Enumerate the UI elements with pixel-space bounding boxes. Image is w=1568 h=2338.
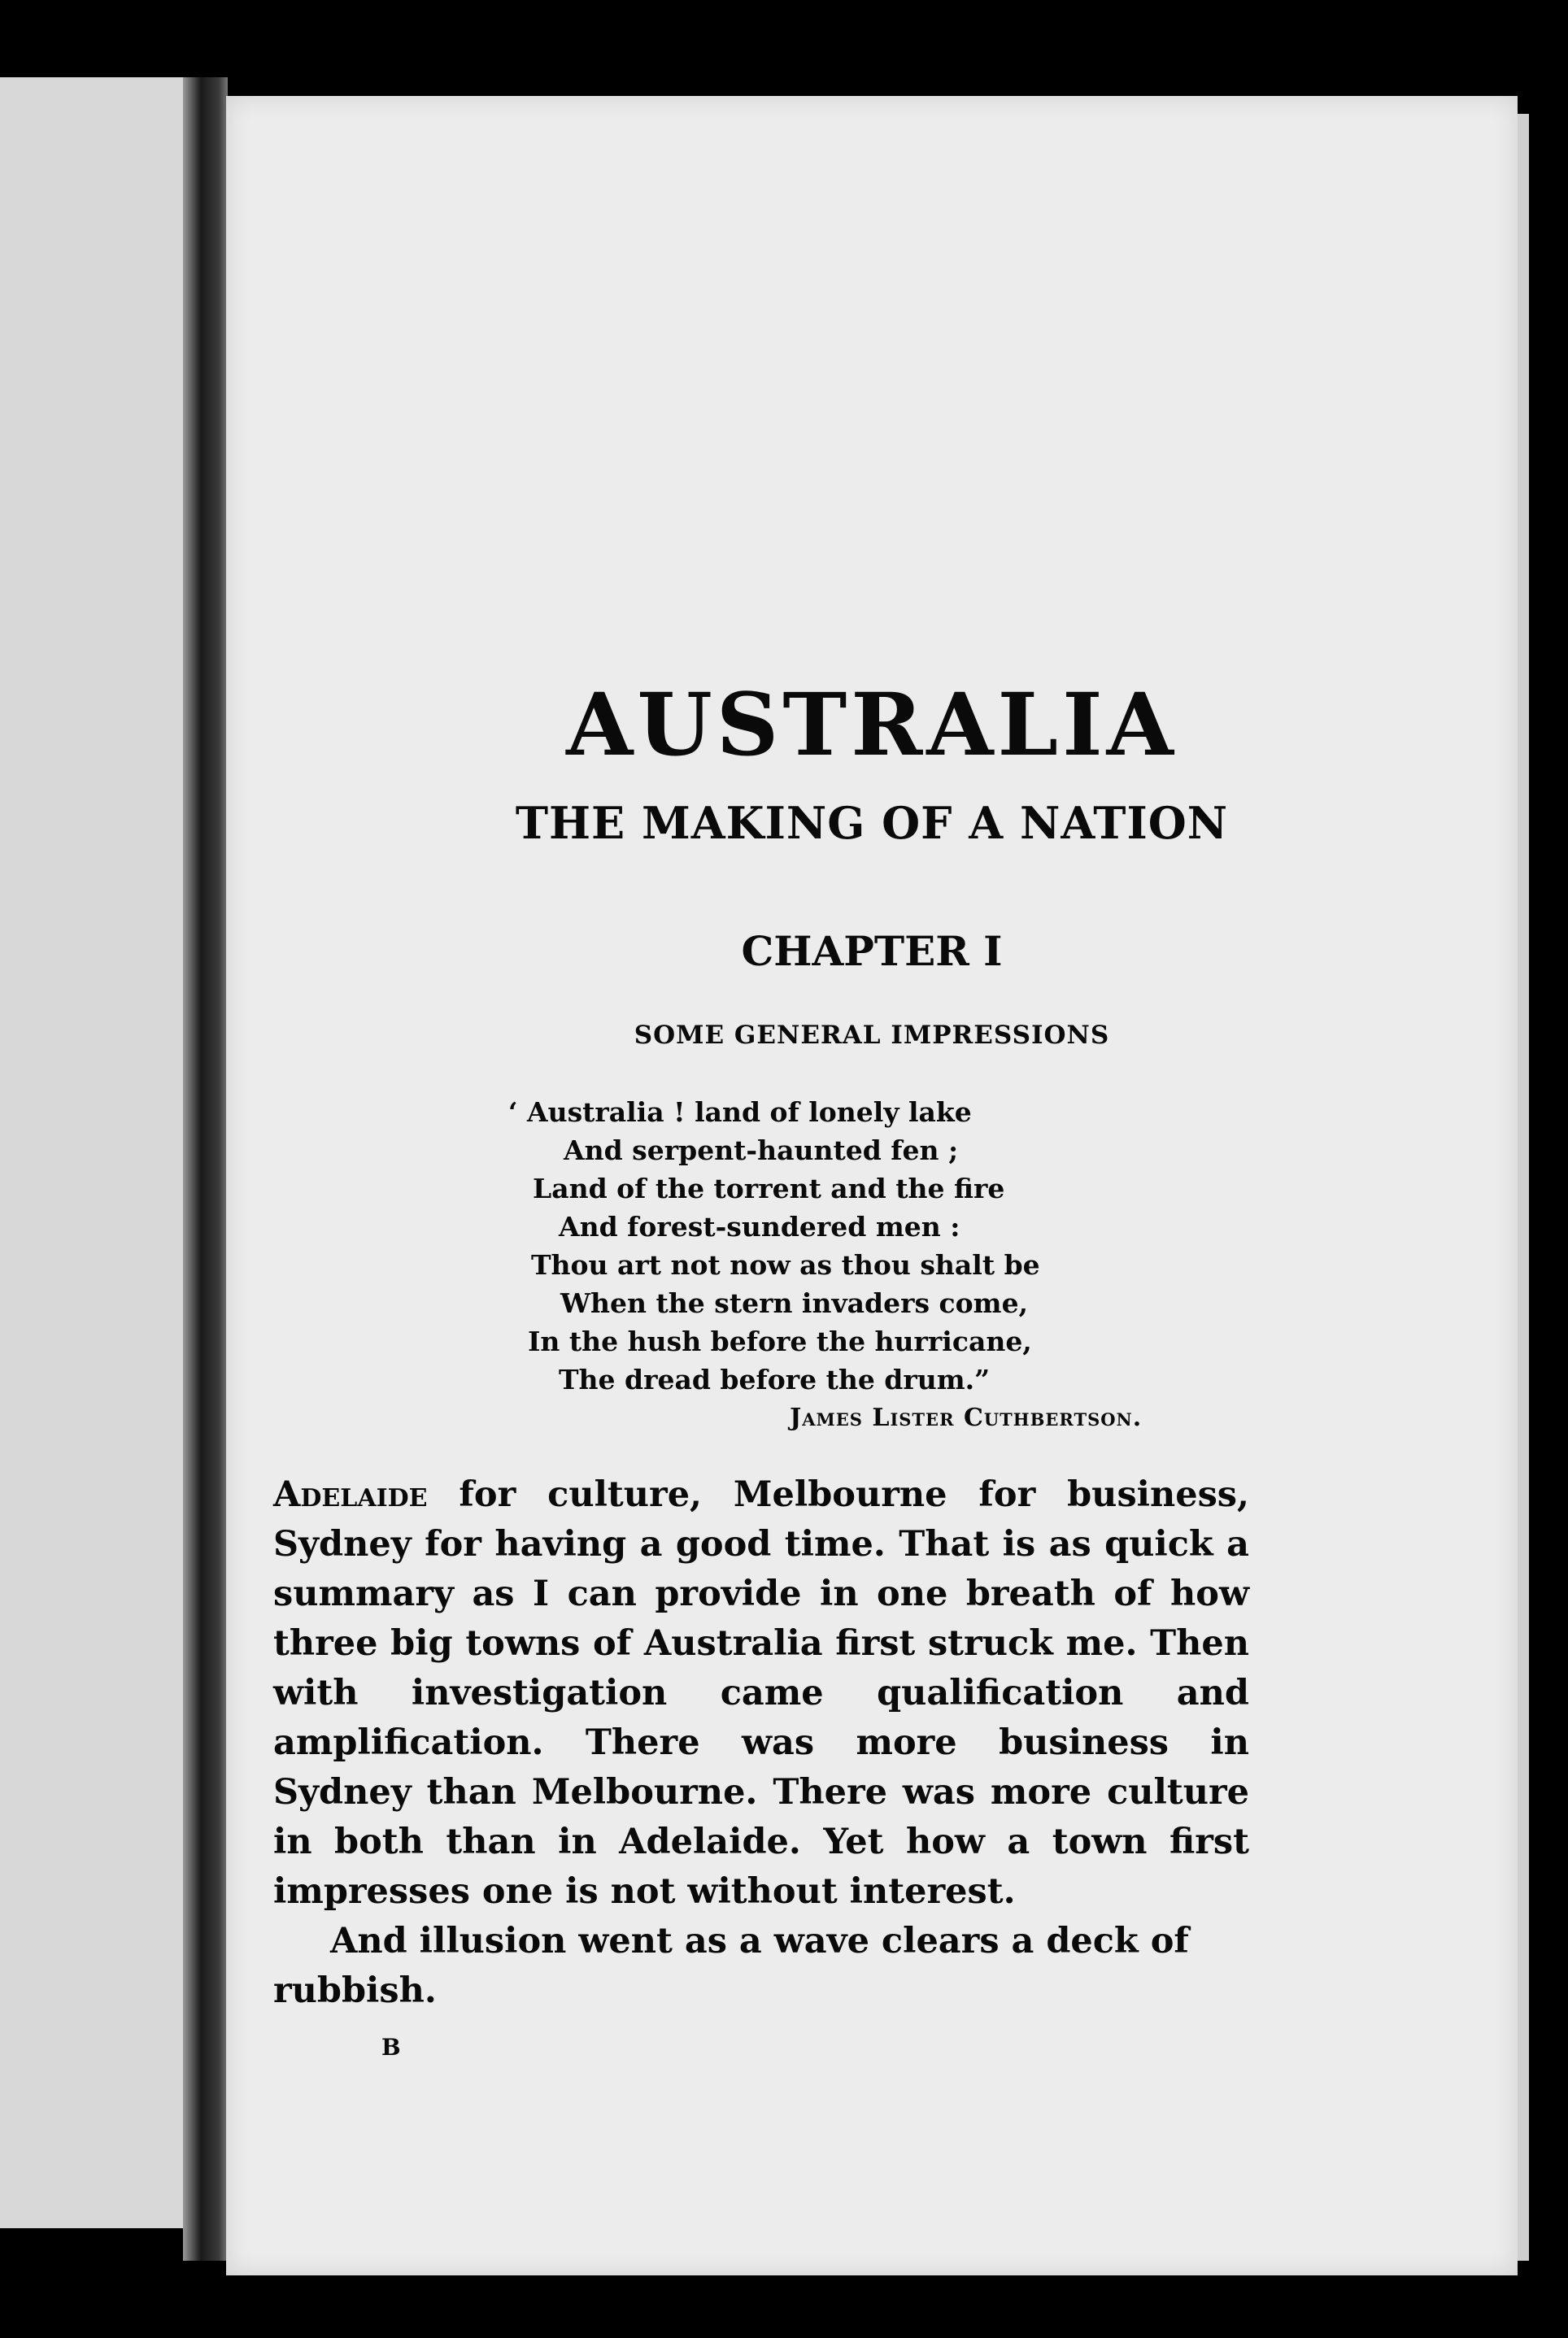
poem-line: The dread before the drum.” xyxy=(559,1364,991,1395)
poem-line: And serpent-haunted fen ; xyxy=(564,1134,959,1166)
paragraph-1 xyxy=(273,1470,1249,1917)
book-page xyxy=(226,96,1518,2275)
paragraph-1-text: for culture, Melbourne for business, Sydney for having a good time. That is as quick a summary as I can provide in one breath of how three big towns of Australia first struck me. Then with investigation came qualification and amplification. There was more business in Sydney than Melbourne. There was more culture in both than in Adelaide. Yet how a town first impresses one is not without interest. xyxy=(273,1474,1249,1912)
poem-line: Land of the torrent and the fire xyxy=(533,1173,1005,1204)
book-title: AUSTRALIA xyxy=(566,673,1178,775)
body-text xyxy=(273,1470,1249,2016)
epigraph-attribution: James Lister Cuthbertson. xyxy=(790,1404,1143,1432)
poem-line: In the hush before the hurricane, xyxy=(528,1326,1032,1357)
poem-line: And forest-sundered men : xyxy=(559,1211,960,1243)
chapter-number: CHAPTER I xyxy=(741,927,1003,975)
book-gutter xyxy=(183,77,228,2261)
poem-line: Thou art not now as thou shalt be xyxy=(531,1249,1040,1281)
page-content xyxy=(226,96,1518,2275)
poem-line: ‘ Australia ! land of lonely lake xyxy=(508,1096,972,1128)
paragraph-2: And illusion went as a wave clears a deck of rubbish. xyxy=(273,1921,1189,2011)
chapter-title: SOME GENERAL IMPRESSIONS xyxy=(634,1021,1110,1050)
paragraph-lead-word: Adelaide xyxy=(273,1474,428,1515)
page-right-edge xyxy=(1518,114,1529,2261)
book-subtitle: THE MAKING OF A NATION xyxy=(515,797,1229,849)
signature-mark: B xyxy=(381,2034,401,2061)
poem-line: When the stern invaders come, xyxy=(560,1287,1029,1319)
left-page-edge xyxy=(0,77,187,2228)
